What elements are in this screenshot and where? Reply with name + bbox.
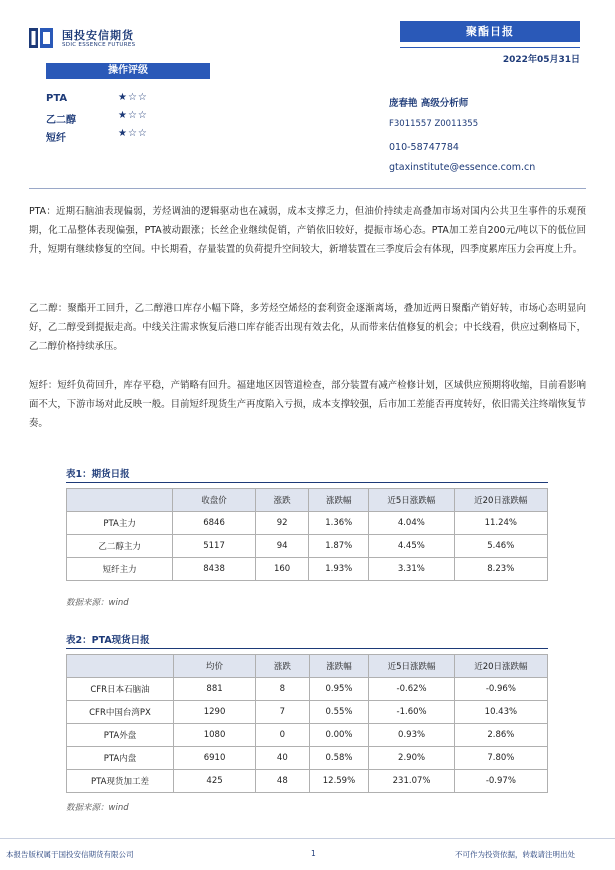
table-cell: PTA内盘 xyxy=(67,747,174,770)
table-cell: 0.00% xyxy=(309,724,369,747)
table-header-cell: 收盘价 xyxy=(173,489,256,512)
table-cell: 4.04% xyxy=(369,512,454,535)
footer-copyright: 本报告版权属于国投安信期货有限公司 xyxy=(6,850,134,859)
table2-source: 数据来源：wind xyxy=(66,803,129,813)
header-divider xyxy=(400,47,580,48)
table-cell: 短纤主力 xyxy=(67,558,173,581)
table-cell: -0.97% xyxy=(454,770,547,793)
table-header-cell: 近20日涨跌幅 xyxy=(454,489,547,512)
table-cell: 92 xyxy=(255,512,309,535)
table-cell: 231.07% xyxy=(369,770,454,793)
table-cell: 8438 xyxy=(173,558,256,581)
table-cell: PTA主力 xyxy=(67,512,173,535)
table-cell: 48 xyxy=(256,770,309,793)
paragraph-psf: 短纤：短纤负荷回升，库存平稳，产销略有回升。福建地区因管道检查，部分装置有减产检修计划，区域供应预期将收缩，目前看影响面不大，下游市场对此反映一般。目前短纤现货生产再度陷入亏损，成本支撑较强，后市加工差能否再度转好，依旧需关注终端恢复节奏。 xyxy=(29,380,586,430)
table-cell: 160 xyxy=(255,558,309,581)
futures-table xyxy=(66,488,548,581)
table-header-cell: 近5日涨跌幅 xyxy=(369,489,454,512)
table-row xyxy=(67,724,548,747)
table-cell: 10.43% xyxy=(454,701,547,724)
table-cell: 8 xyxy=(256,678,309,701)
table-cell: 40 xyxy=(256,747,309,770)
table-cell: 3.31% xyxy=(369,558,454,581)
table-cell: 1290 xyxy=(173,701,255,724)
analyst-email[interactable]: gtaxinstitute@essence.com.cn xyxy=(389,162,536,173)
paragraph-meg: 乙二醇：聚酯开工回升，乙二醇港口库存小幅下降，多芳烃空烯烃的套利资金逐渐离场，叠加近两日聚酯产销好转，市场心态明显向好，乙二醇受到提振走高。中线关注需求恢复后港口库存能否出现有效去化，从而带来估值修复的机会；中长线看，供应过剩格局下，乙二醇价格持续承压。 xyxy=(29,303,586,353)
table-cell: -1.60% xyxy=(369,701,454,724)
table-cell: 8.23% xyxy=(454,558,547,581)
table-cell: PTA外盘 xyxy=(67,724,174,747)
table-cell: 425 xyxy=(173,770,255,793)
report-date: 2022年05月31日 xyxy=(502,55,580,65)
table-cell: 2.86% xyxy=(454,724,547,747)
table-cell: 12.59% xyxy=(309,770,369,793)
table-cell: PTA现货加工差 xyxy=(67,770,174,793)
footer-disclaimer: 不可作为投资依据，转载请注明出处 xyxy=(455,850,575,859)
table-cell: 1.87% xyxy=(309,535,369,558)
analyst-phone: 010-58747784 xyxy=(389,142,459,153)
rating-stars-meg: ★☆☆ xyxy=(118,110,148,121)
company-logo-icon xyxy=(29,26,53,50)
table-cell: 881 xyxy=(173,678,255,701)
report-type-tag: 聚酯日报 xyxy=(400,21,580,42)
table-header-cell: 涨跌 xyxy=(256,655,309,678)
table-cell: 0.93% xyxy=(369,724,454,747)
operation-rating-title: 操作评级 xyxy=(46,63,210,79)
rating-label-psf: 短纤 xyxy=(46,133,66,144)
table-cell: 6846 xyxy=(173,512,256,535)
table-header-row xyxy=(67,489,548,512)
analyst-name: 庞春艳 高级分析师 xyxy=(389,98,469,109)
table-row xyxy=(67,747,548,770)
section-divider xyxy=(29,188,586,189)
table-cell: 7.80% xyxy=(454,747,547,770)
table-header-cell: 均价 xyxy=(173,655,255,678)
rating-label-meg: 乙二醇 xyxy=(46,115,76,126)
table2-title: 表2：PTA现货日报 xyxy=(66,635,150,646)
table-row xyxy=(67,512,548,535)
table-row xyxy=(67,535,548,558)
table-header-cell: 涨跌 xyxy=(255,489,309,512)
table-cell: 5.46% xyxy=(454,535,547,558)
analyst-certificate: F3011557 Z0011355 xyxy=(389,119,479,129)
table-row xyxy=(67,678,548,701)
table-header-cell: 近5日涨跌幅 xyxy=(369,655,454,678)
table-header-cell: 近20日涨跌幅 xyxy=(454,655,547,678)
table1-title-line xyxy=(66,482,548,483)
table-cell: -0.96% xyxy=(454,678,547,701)
rating-stars-psf: ★☆☆ xyxy=(118,128,148,139)
table-row xyxy=(67,558,548,581)
table2-title-line xyxy=(66,648,548,649)
table1-source: 数据来源：wind xyxy=(66,598,129,608)
table-cell: 0.55% xyxy=(309,701,369,724)
table-cell: 0.58% xyxy=(309,747,369,770)
rating-label-pta: PTA xyxy=(46,93,68,104)
table-cell: 2.90% xyxy=(369,747,454,770)
table-cell: 1080 xyxy=(173,724,255,747)
logo-english-name: SDIC ESSENCE FUTURES xyxy=(62,42,136,48)
paragraph-pta: PTA：近期石脑油表现偏弱，芳烃调油的逻辑驱动也在减弱，成本支撑乏力，但油价持续走高叠加市场对国内公共卫生事件的乐观预期，化工品整体表现偏强，PTA被动跟涨；长丝企业继续促销，产销依旧较好，提振市场心态。PTA加工差自200元/吨以下的低位回升，短期有继续修复的空间。中长期看，存量装置的负荷提升空间较大，新增装置在三季度后会有体现，四季度累库压力会再度上升。 xyxy=(29,206,586,256)
table-cell: 94 xyxy=(255,535,309,558)
rating-stars-pta: ★☆☆ xyxy=(118,92,148,103)
table-cell: 5117 xyxy=(173,535,256,558)
table-header-cell xyxy=(67,655,174,678)
table-cell: -0.62% xyxy=(369,678,454,701)
table-cell: 1.93% xyxy=(309,558,369,581)
table-cell: 7 xyxy=(256,701,309,724)
table-cell: CFR中国台湾PX xyxy=(67,701,174,724)
table-header-row xyxy=(67,655,548,678)
footer-divider xyxy=(0,838,615,839)
table-header-cell xyxy=(67,489,173,512)
table-cell: 0 xyxy=(256,724,309,747)
table-row xyxy=(67,701,548,724)
table-cell: 4.45% xyxy=(369,535,454,558)
table-row xyxy=(67,770,548,793)
page-number: 1 xyxy=(311,849,316,858)
logo-chinese-name: 国投安信期货 xyxy=(62,29,134,42)
table-header-cell: 涨跌幅 xyxy=(309,489,369,512)
table1-title: 表1：期货日报 xyxy=(66,469,130,480)
table-cell: CFR日本石脑油 xyxy=(67,678,174,701)
table-cell: 乙二醇主力 xyxy=(67,535,173,558)
table-cell: 0.95% xyxy=(309,678,369,701)
table-cell: 1.36% xyxy=(309,512,369,535)
table-cell: 6910 xyxy=(173,747,255,770)
pta-spot-table xyxy=(66,654,548,793)
table-cell: 11.24% xyxy=(454,512,547,535)
table-header-cell: 涨跌幅 xyxy=(309,655,369,678)
